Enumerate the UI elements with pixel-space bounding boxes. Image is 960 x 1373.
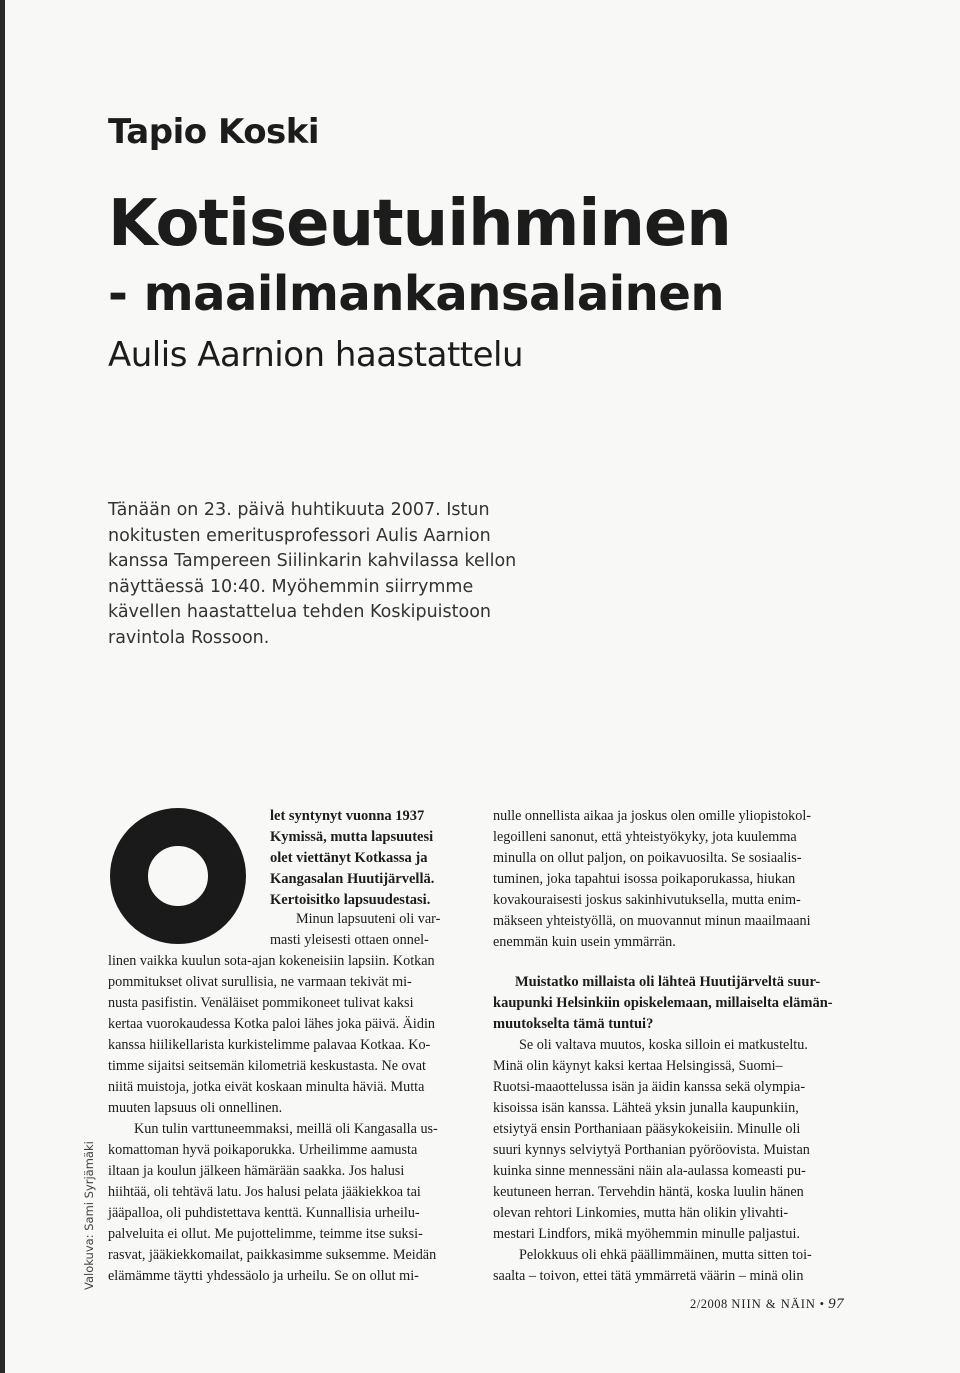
body-line: saalta – toivon, ettei tätä ymmärretä väärin – minä olin	[493, 1268, 804, 1284]
body-line: hiihtää, oli tehtävä latu. Jos halusi pelata jääkiekkoa tai	[108, 1184, 421, 1200]
body-line: kanssa hiilikellarista kurkistelimme palavaa Kotkaa. Ko-	[108, 1037, 431, 1053]
photo-credit: Valokuva: Sami Syrjämäki	[82, 1141, 96, 1290]
answer-intro	[270, 909, 480, 951]
drop-cap-letter	[110, 808, 246, 944]
body-line: mäkseen yhteistyöllä, on muovannut minun maailmaani	[493, 913, 811, 929]
body-line: komattoman hyvä poikaporukka. Urheilimme aamusta	[108, 1142, 418, 1158]
question-line: olet viettänyt Kotkassa ja	[270, 850, 428, 866]
question-line: Kymissä, mutta lapsuutesi	[270, 829, 434, 845]
column-1-body	[108, 951, 480, 1287]
body-line: olevan rehtori Linkomies, mutta hän olikin ylivahti-	[493, 1205, 789, 1221]
body-line: kovakouraisesti joskus sakinhivutuksella, mutta enim-	[493, 892, 801, 908]
body-line: enemmän kuin usein ymmärrän.	[493, 934, 676, 950]
lead-line: näyttäessä 10:40. Myöhemmin siirrymme	[108, 576, 474, 597]
question-line: Kertoisitko lapsuudestasi.	[270, 892, 431, 908]
body-line: elämämme täytti yhdessäolo ja urheilu. Se on ollut mi-	[108, 1268, 419, 1284]
body-line: masti yleisesti ottaen onnel-	[270, 932, 429, 948]
body-line: legoilleni sanonut, että yhteistyökyky, jota kuulemma	[493, 829, 797, 845]
lead-line: kävellen haastattelua tehden Koskipuistoon	[108, 602, 492, 622]
lead-line: ravintola Rossoon.	[108, 627, 270, 648]
body-line: niitä muistoja, jotka eivät koskaan minulta häviä. Mutta	[108, 1079, 425, 1095]
page-number: 97	[828, 1296, 845, 1312]
body-line: minulla on ollut paljon, on poikavuosilta. Se sosiaalis-	[493, 850, 802, 866]
article-title: Kotiseutuihminen	[108, 187, 731, 261]
body-line: kisoissa isän kanssa. Lähteä yksin junalla kaupunkiin,	[493, 1100, 799, 1116]
article-subtitle: Aulis Aarnion haastattelu	[108, 335, 524, 375]
body-line: iltaan ja koulun jälkeen hämärään saakka. Jos halusi	[108, 1163, 405, 1179]
body-line: Minä olin käynyt kaksi kertaa Helsingissä, Suomi–	[493, 1058, 783, 1074]
body-line: linen vaikka kuulun sota-ajan kokeneisiin lapsiin. Kotkan	[108, 953, 435, 969]
interview-question-1	[270, 806, 480, 911]
lead-line: kanssa Tampereen Siilinkarin kahvilassa kellon	[108, 551, 517, 571]
question-line: Kangasalan Huutijärvellä.	[270, 871, 435, 887]
body-line: nusta pasifistin. Venäläiset pommikoneet tulivat kaksi	[108, 995, 414, 1011]
body-line: Kun tulin varttuneemmaksi, meillä oli Kangasalla us-	[134, 1121, 438, 1137]
question-line: let syntynyt vuonna 1937	[270, 808, 425, 824]
body-line: Ruotsi-maaottelussa isän ja äidin kanssa sekä olympia-	[493, 1079, 806, 1095]
page-footer	[690, 1296, 844, 1313]
lead-line: Tänään on 23. päivä huhtikuuta 2007. Istun	[108, 500, 490, 520]
footer-bullet: •	[819, 1297, 825, 1311]
body-line: palveluita ei ollut. Me pujottelimme, teimme itse suksi-	[108, 1226, 423, 1242]
body-line: kertaa vuorokaudessa Kotka paloi lähes joka päivä. Äidin	[108, 1016, 435, 1032]
body-line: tuminen, joka tapahtui isossa poikaporukassa, hiukan	[493, 871, 796, 887]
question-line: kaupunki Helsinkiin opiskelemaan, millaiselta elämän-	[493, 995, 833, 1011]
author-name: Tapio Koski	[108, 112, 320, 152]
body-line: etsiytyä ensin Porthaniaan pääsykokeisiin. Minulle oli	[493, 1121, 801, 1137]
interview-question-2	[493, 972, 855, 1035]
lead-line: nokitusten emeritusprofessori Aulis Aarnion	[108, 525, 491, 546]
body-line: Pelokkuus oli ehkä päällimmäinen, mutta sitten toi-	[519, 1247, 812, 1263]
question-line: muutokselta tämä tuntui?	[493, 1016, 654, 1032]
body-line: kuinka sinne mennessäni näin ala-aulassa komeasti pu-	[493, 1163, 806, 1179]
question-line: Muistatko millaista oli lähteä Huutijärveltä suur-	[515, 974, 821, 990]
body-line: mestari Lindfors, mikä myöhemmin minulle paljastui.	[493, 1226, 800, 1242]
column-2-body-top	[493, 806, 855, 953]
body-line: jääpalloa, oli puhdistettava kenttä. Kunnallisia urheilu-	[108, 1205, 420, 1221]
body-line: muuten lapsuus oli onnellinen.	[108, 1100, 283, 1116]
article-title-second-line: - maailmankansalainen	[108, 266, 725, 322]
page-edge-rule	[0, 0, 5, 1373]
column-2-body	[493, 1035, 855, 1287]
body-line: suuri kynnys selviytyä Porthanian pyöröovista. Muistan	[493, 1142, 810, 1158]
body-line: Se oli valtava muutos, koska silloin ei matkusteltu.	[519, 1037, 808, 1053]
lead-paragraph	[108, 498, 517, 651]
body-line: pommitukset olivat surullisia, ne varmaan tekivät mi-	[108, 974, 412, 990]
body-line: nulle onnellista aikaa ja joskus olen omille yliopistokol-	[493, 808, 811, 824]
body-line: keutuneen herran. Tervehdin häntä, koska luulin hänen	[493, 1184, 804, 1200]
issue-number: 2/2008	[690, 1297, 728, 1311]
magazine-name: NIIN & NÄIN	[731, 1297, 816, 1311]
body-line: timme sijaitsi seitsemän kilometriä keskustasta. Ne ovat	[108, 1058, 426, 1074]
body-line: rasvat, jääkiekkomailat, paikkasimme suksemme. Meidän	[108, 1247, 437, 1263]
body-line: Minun lapsuuteni oli var-	[296, 911, 441, 927]
